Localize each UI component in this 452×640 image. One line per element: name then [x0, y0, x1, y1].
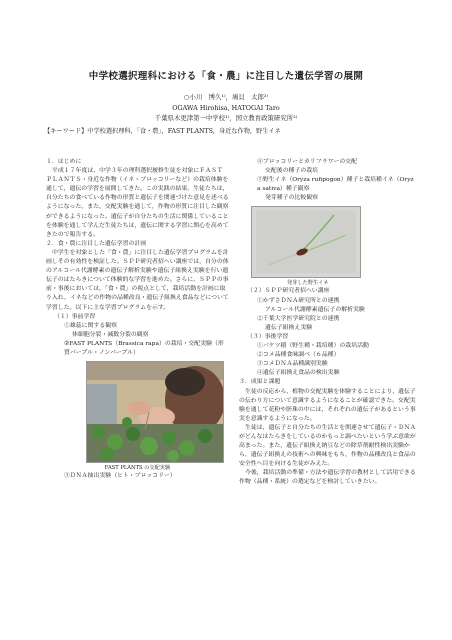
left-column-text — [46, 158, 229, 358]
left-column — [46, 158, 229, 481]
keywords-line: 【キーワード】中学校選択理科，「食・農」，FAST PLANTS，身近な作物，野生イネ — [44, 128, 281, 135]
paragraph: ④遺伝子組換え食品の検出実験 — [257, 370, 340, 377]
paragraph: ④ブロッコリーとカリフラワーの交配 — [257, 159, 358, 165]
paragraph: 生徒の反応から，植物の交配実験を体験することにより，遺伝子の伝わり方について意識するようになることが確認できた。交配実験を通して花粉や胚珠の中には，それぞれの遺伝子があるという事実を意識するようになった。 — [239, 388, 416, 422]
paragraph: 遺伝子組換え実験 — [265, 324, 313, 331]
paragraph: 平成１７年度は，中学３年の理科選択履修生徒を対象にＦＡＳＴ ＰＬＡＮＴＳ・身近な作物（イネ・ブロッコリーなど）の栽培体験を通して，遺伝の学習を展開してきた。この実践の結果，生徒たちは，自分たちの食べている作物の形質と遺伝子を関連づけた意見を述べるようになった。また，交配実験を通して，作物の形質に注目した観察ができるようになった。遺伝子が自分たちの生活に関係していることを体験を通して学んだ生徒たちは，遺伝に関する学習に関心を高めてきたので報告する。 — [46, 168, 229, 238]
right-column-text-after-figure — [239, 287, 417, 487]
author-affiliations: 千葉県木更津第一中学校¹⁾，国立教育政策研究所²⁾ — [154, 114, 298, 122]
paragraph: ①かずさＤＮＡ研究所との連携 — [257, 297, 340, 304]
paragraph: ①雄蕊に関する観察 — [64, 322, 118, 329]
wild-rice-photo-caption: 発芽した野生イネ — [287, 280, 329, 287]
paragraph: ③コメＤＮＡ品種識別実験 — [257, 361, 328, 368]
paragraph: 生徒は，遺伝子と自分たちの生活とを関連させて遺伝子・ＤＮＡがどんなはたらきをしているのかもっと調べたいという学ぶ意欲が高まった。また，遺伝子組換え納豆などの除草剤耐性検出実験から，遺伝子組換えの技術への興味をもち，作物の品種改良と食品の安全性へ目を向ける生徒がみえた。 — [239, 424, 416, 468]
paragraph: ②千葉大学医学研究院との連携 — [257, 315, 340, 322]
paragraph: 発芽種子の比較観察 — [265, 195, 319, 202]
paragraph: ⑤野生イネ（Oryza rufipogon）種子と栽培種イネ（Oryza sativa）種子観察 — [257, 177, 414, 193]
paragraph: ２．食・農に注目した遺伝学習の計画 — [46, 240, 147, 247]
paragraph: 今後，栽培活動の準備・方法や遺伝学習の教材として活用できる作物（品種・系統）の選定などを検討していきたい。 — [239, 470, 416, 486]
paragraph: ②FAST PLANTS（Brassica rapa）の栽培・交配実験（形質パープル・ノンパープル） — [64, 340, 224, 356]
paragraph: （２）ＳＰＰ研究者招へい講座 — [247, 288, 330, 295]
left-column-text-after-figure — [46, 472, 229, 481]
paragraph: 体細胞分裂・減数分裂の観察 — [72, 331, 149, 338]
right-column-text — [239, 158, 417, 203]
paragraph: ①バケツ稲（野生種・栽培種）の栽培活動 — [257, 343, 369, 350]
right-column — [239, 158, 417, 488]
paper-title: 中学校選択理科における「食・農」に注目した遺伝学習の展開 — [88, 71, 364, 82]
paragraph: １．はじめに — [46, 159, 82, 165]
paragraph: （３）事後学習 — [247, 333, 289, 340]
paragraph: アルコール代謝酵素遺伝子の解析実験 — [265, 306, 365, 313]
paragraph: 交配後の種子の栽培 — [265, 168, 319, 175]
wild-rice-seed-photo — [251, 206, 361, 278]
paragraph: 中学生を対象とした「食・農」に注目した遺伝学習プログラムを計画しその有効性を検証した。ＳＰＰ研究者招へい講座では，自分の体のアルコール代謝酵素の遺伝子解析実験や遺伝子組換え実験を行い遺伝子のはたらきについて体験的な学習を進めた。さらに，ＳＰＰの事前・事後においては，「食・農」の視点として，栽培活動を計画に取り入れ，イネなどの作物の品種改良・遺伝子組換え食品などについて学習した。以下に主な学習プログラムを示す。 — [46, 249, 229, 311]
paragraph: ③ＤＮＡ抽出実験（ヒト・ブロッコリー） — [64, 473, 176, 480]
author-block — [0, 92, 452, 124]
fast-plants-crossing-photo — [86, 361, 224, 463]
author-names-romanized: OGAWA Hirohisa, HATOGAI Taro — [172, 103, 280, 112]
paragraph: （１）事前学習 — [54, 313, 96, 320]
author-names-japanese: ○小川 博久¹⁾，鳩貝 太郎²⁾ — [183, 93, 269, 101]
paragraph: ②コメ品種食味調べ（６品種） — [257, 352, 340, 359]
fast-plants-photo-caption: FAST PLANTS の交配実験 — [104, 465, 171, 472]
paragraph: ３．成果と課題 — [239, 379, 281, 386]
